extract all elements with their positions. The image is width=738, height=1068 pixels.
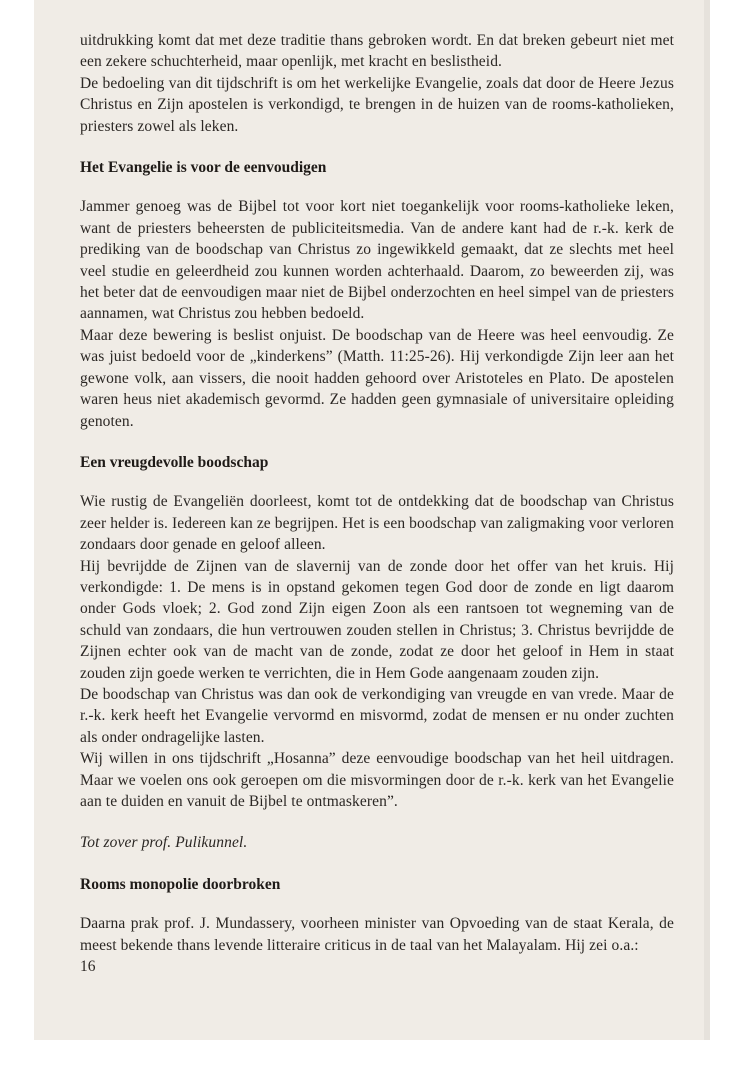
page <box>34 0 704 1040</box>
heading-rooms-monopolie: Rooms monopolie doorbroken <box>80 875 281 893</box>
paragraph-8: Wij willen in ons tijdschrift „Hosanna” deze eenvoudige boodschap van het heil uitdragen. Maar we voelen ons ook geroepen om die misvormingen door de r.-k. kerk van het Evangelie aan te duiden en vanuit de Bijbel te ontmaskeren”. <box>80 750 674 810</box>
paragraph-4: Maar deze bewering is beslist onjuist. De boodschap van de Heere was heel eenvoudig. Ze was juist bedoeld voor de „kinderkens” (Matth. 11:25-26). Hij verkondigde Zijn leer aan het gewone volk, aan vissers, die nooit hadden gehoord over Aristoteles en Plato. De apostelen waren heus niet akademisch gevormd. Ze hadden geen gymnasiale of universitaire opleiding genoten. <box>80 326 674 430</box>
page-edge <box>704 0 710 1040</box>
heading-vreugdevolle-boodschap: Een vreugdevolle boodschap <box>80 453 269 471</box>
document-body <box>80 30 674 977</box>
paragraph-10: Daarna prak prof. J. Mundassery, voorheen minister van Opvoeding van de staat Kerala, de meest bekende thans levende litteraire criticus in de taal van het Malayalam. Hij zei o.a.: <box>80 915 674 954</box>
page-number: 16 <box>80 958 96 976</box>
heading-evangelie-eenvoudigen: Het Evangelie is voor de eenvoudigen <box>80 159 327 177</box>
paragraph-6: Hij bevrijdde de Zijnen van de slavernij van de zonde door het offer van het kruis. Hij verkondigde: 1. De mens is in opstand gekomen tegen God door de zonde en ligt daarom onder Gods vloek; 2. God zond Zijn eigen Zoon als een rantsoen tot wegneming van de schuld van zondaars, die hun vertrouwen zouden stellen in Christus; 3. Christus bevrijdde de Zijnen echter ook van de macht van de zonde, zodat ze door het geloof in Hem in staat zouden zijn goede werken te verrichten, die in Hem Gode aangenaam zouden zijn. <box>80 557 674 682</box>
paragraph-3: Jammer genoeg was de Bijbel tot voor kort niet toegankelijk voor rooms-katholieke leken, want de priesters beheersten de publiciteitsmedia. Van de andere kant had de r.-k. kerk de prediking van de boodschap van Christus zo ingewikkeld gemaakt, dat ze slechts met heel veel studie en geleerdheid zou kunnen worden achterhaald. Daarom, zo beweerden zij, was het beter dat de eenvoudigen maar niet de Bijbel onderzochten en heel simpel van de priesters aannamen, wat Christus zou hebben bedoeld. <box>80 198 674 323</box>
paragraph-2: De bedoeling van dit tijdschrift is om het werkelijke Evangelie, zoals dat door de Heere Jezus Christus en Zijn apostelen is verkondigd, te brengen in de huizen van de rooms-katholieken, priesters zowel als leken. <box>80 74 674 135</box>
paragraph-7: De boodschap van Christus was dan ook de verkondiging van vreugde en van vrede. Maar de r.-k. kerk heeft het Evangelie vervormd en misvormd, zodat de mensen er nu onder zuchten als onder ondragelijke lasten. <box>80 685 674 746</box>
paragraph-1: uitdrukking komt dat met deze traditie thans gebroken wordt. En dat breken gebeurt niet met een zekere schuchterheid, maar openlijk, met kracht en beslistheid. <box>80 32 674 71</box>
paragraph-5: Wie rustig de Evangeliën doorleest, komt tot de ontdekking dat de boodschap van Christus zeer helder is. Iedereen kan ze begrijpen. Het is een boodschap van zaligmaking voor verloren zondaars door genade en geloof alleen. <box>80 493 674 554</box>
attribution-line: Tot zover prof. Pulikunnel. <box>80 834 248 852</box>
